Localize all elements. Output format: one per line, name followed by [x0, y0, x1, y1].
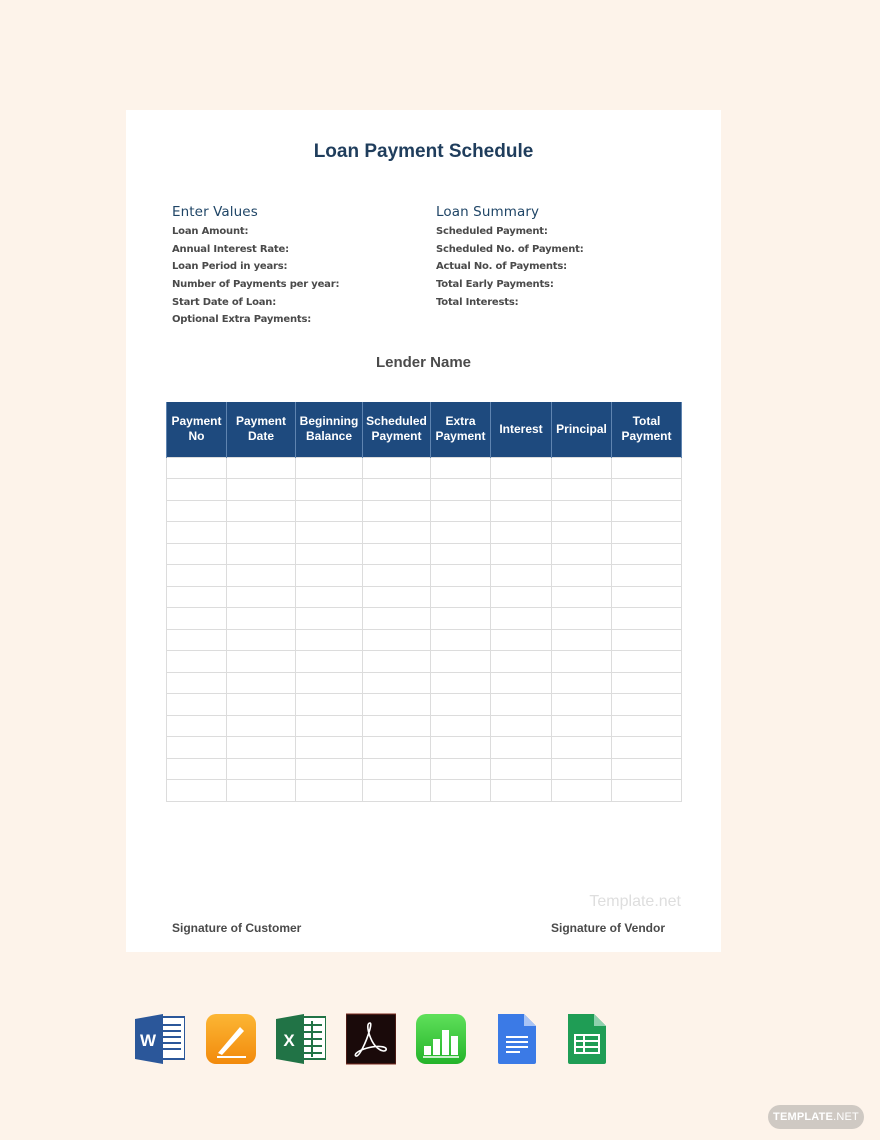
table-cell[interactable]	[491, 457, 552, 479]
table-row	[167, 672, 682, 694]
column-header-text: Payment	[621, 429, 672, 444]
badge-bold-text: TEMPLATE	[773, 1111, 834, 1123]
table-cell[interactable]	[552, 479, 612, 501]
table-cell[interactable]	[296, 780, 363, 802]
table-cell[interactable]	[612, 694, 682, 716]
table-cell[interactable]	[431, 457, 491, 479]
field-loan-period: Loan Period in years:	[172, 261, 288, 273]
column-header-text: Date	[247, 429, 274, 444]
table-cell[interactable]	[363, 715, 431, 737]
word-icon[interactable]	[135, 1013, 185, 1065]
lender-name: Lender Name	[375, 354, 472, 371]
table-cell[interactable]	[491, 629, 552, 651]
table-row	[167, 758, 682, 780]
svg-text:X: X	[283, 1031, 295, 1050]
format-icons-bar	[0, 1013, 880, 1065]
loan-summary-heading: Loan Summary	[436, 204, 540, 220]
table-cell[interactable]	[491, 500, 552, 522]
table-cell[interactable]	[227, 737, 296, 759]
field-start-date: Start Date of Loan:	[172, 296, 277, 308]
table-header-row	[167, 402, 682, 457]
table-cell[interactable]	[552, 651, 612, 673]
table-cell[interactable]	[167, 479, 227, 501]
table-cell[interactable]	[363, 522, 431, 544]
column-header-text: Scheduled	[366, 414, 427, 429]
table-row	[167, 522, 682, 544]
table-cell[interactable]	[431, 565, 491, 587]
table-cell[interactable]	[296, 651, 363, 673]
table-cell[interactable]	[612, 500, 682, 522]
table-cell[interactable]	[296, 457, 363, 479]
column-header	[167, 402, 227, 457]
table-body	[167, 457, 682, 801]
table-row	[167, 715, 682, 737]
field-total-early-payments: Total Early Payments:	[436, 279, 554, 291]
table-cell[interactable]	[167, 694, 227, 716]
table-cell[interactable]	[431, 651, 491, 673]
table-cell[interactable]	[491, 586, 552, 608]
table-cell[interactable]	[491, 543, 552, 565]
column-header-text: Total	[632, 414, 661, 429]
column-header	[552, 402, 612, 457]
table-row	[167, 608, 682, 630]
table-cell[interactable]	[296, 629, 363, 651]
table-cell[interactable]	[227, 715, 296, 737]
table-cell[interactable]	[227, 758, 296, 780]
table-cell[interactable]	[431, 522, 491, 544]
table-cell[interactable]	[491, 715, 552, 737]
column-header-text: Payment	[435, 429, 486, 444]
table-cell[interactable]	[227, 479, 296, 501]
table-cell[interactable]	[552, 758, 612, 780]
enter-values-heading: Enter Values	[172, 204, 258, 220]
table-row	[167, 651, 682, 673]
field-total-interests: Total Interests:	[436, 296, 519, 308]
table-cell[interactable]	[363, 780, 431, 802]
table-row	[167, 629, 682, 651]
svg-text:W: W	[139, 1031, 157, 1050]
table-cell[interactable]	[612, 758, 682, 780]
table-cell[interactable]	[296, 694, 363, 716]
field-loan-amount: Loan Amount:	[172, 226, 249, 237]
table-cell[interactable]	[612, 479, 682, 501]
table-cell[interactable]	[227, 694, 296, 716]
table-cell[interactable]	[431, 672, 491, 694]
table-cell[interactable]	[431, 608, 491, 630]
table-cell[interactable]	[612, 586, 682, 608]
field-scheduled-payment: Scheduled Payment:	[436, 226, 548, 237]
table-cell[interactable]	[296, 565, 363, 587]
table-cell[interactable]	[552, 565, 612, 587]
table-cell[interactable]	[227, 500, 296, 522]
table-cell[interactable]	[227, 651, 296, 673]
table-cell[interactable]	[431, 715, 491, 737]
table-cell[interactable]	[612, 565, 682, 587]
table-row	[167, 586, 682, 608]
table-cell[interactable]	[363, 479, 431, 501]
table-cell[interactable]	[431, 500, 491, 522]
enter-values-section	[172, 204, 339, 329]
column-header-text: Beginning	[299, 414, 359, 429]
table-cell[interactable]	[167, 758, 227, 780]
table-cell[interactable]	[167, 608, 227, 630]
column-header-text: Payment	[235, 414, 287, 429]
table-cell[interactable]	[431, 479, 491, 501]
table-cell[interactable]	[167, 586, 227, 608]
column-header-text: Payment	[371, 429, 422, 444]
table-cell[interactable]	[491, 522, 552, 544]
table-cell[interactable]	[296, 479, 363, 501]
field-payments-per-year: Number of Payments per year:	[172, 279, 340, 291]
column-header	[491, 402, 552, 457]
table-cell[interactable]	[552, 694, 612, 716]
table-cell[interactable]	[612, 457, 682, 479]
column-header-text: Payment	[171, 414, 222, 429]
table-cell[interactable]	[167, 737, 227, 759]
loan-summary-section	[436, 204, 584, 311]
table-cell[interactable]	[552, 672, 612, 694]
column-header-text: Principal	[556, 421, 607, 436]
table-cell[interactable]	[296, 715, 363, 737]
field-actual-no-payments: Actual No. of Payments:	[436, 261, 567, 273]
table-cell[interactable]	[431, 586, 491, 608]
table-cell[interactable]	[363, 543, 431, 565]
pdf-icon[interactable]	[346, 1013, 396, 1065]
payment-schedule-table	[166, 402, 682, 802]
table-cell[interactable]	[363, 457, 431, 479]
table-row	[167, 500, 682, 522]
document-page	[126, 110, 721, 952]
table-cell[interactable]	[431, 737, 491, 759]
table-cell[interactable]	[363, 500, 431, 522]
table-cell[interactable]	[612, 522, 682, 544]
table-cell[interactable]	[552, 629, 612, 651]
table-cell[interactable]	[552, 586, 612, 608]
table-cell[interactable]	[227, 629, 296, 651]
table-cell[interactable]	[612, 651, 682, 673]
table-cell[interactable]	[552, 543, 612, 565]
column-header	[431, 402, 491, 457]
table-row	[167, 737, 682, 759]
table-row	[167, 543, 682, 565]
column-header-text: Interest	[499, 421, 543, 436]
table-cell[interactable]	[552, 522, 612, 544]
table-cell[interactable]	[363, 565, 431, 587]
table-cell[interactable]	[431, 629, 491, 651]
table-cell[interactable]	[167, 543, 227, 565]
table-cell[interactable]	[227, 608, 296, 630]
excel-icon[interactable]	[276, 1013, 326, 1065]
table-cell[interactable]	[491, 651, 552, 673]
column-header-text: Extra	[445, 414, 476, 429]
table-cell[interactable]	[167, 715, 227, 737]
table-cell[interactable]	[167, 672, 227, 694]
table-cell[interactable]	[431, 780, 491, 802]
column-header	[363, 402, 431, 457]
table-cell[interactable]	[296, 522, 363, 544]
signature-vendor: Signature of Vendor	[550, 921, 665, 935]
watermark: Template.net	[589, 893, 681, 910]
column-header-text: Balance	[305, 429, 353, 444]
table-cell[interactable]	[491, 737, 552, 759]
table-cell[interactable]	[491, 608, 552, 630]
field-scheduled-no-payment: Scheduled No. of Payment:	[436, 243, 584, 255]
table-cell[interactable]	[167, 629, 227, 651]
table-cell[interactable]	[167, 565, 227, 587]
table-cell[interactable]	[491, 479, 552, 501]
field-extra-payments: Optional Extra Payments:	[172, 314, 312, 326]
table-cell[interactable]	[167, 780, 227, 802]
badge-light-text: .NET	[833, 1111, 859, 1123]
template-net-badge[interactable]	[768, 1105, 864, 1129]
table-row	[167, 780, 682, 802]
table-cell[interactable]	[296, 500, 363, 522]
table-cell[interactable]	[491, 672, 552, 694]
table-cell[interactable]	[431, 543, 491, 565]
document-title: Loan Payment Schedule	[313, 141, 534, 162]
table-cell[interactable]	[612, 672, 682, 694]
table-cell[interactable]	[612, 608, 682, 630]
table-cell[interactable]	[363, 629, 431, 651]
pages-icon[interactable]	[206, 1013, 256, 1065]
google-sheets-icon[interactable]	[566, 1013, 616, 1065]
table-cell[interactable]	[552, 500, 612, 522]
table-cell[interactable]	[363, 651, 431, 673]
table-cell[interactable]	[167, 457, 227, 479]
table-cell[interactable]	[227, 457, 296, 479]
table-cell[interactable]	[227, 543, 296, 565]
column-header	[612, 402, 682, 457]
table-cell[interactable]	[363, 758, 431, 780]
table-cell[interactable]	[612, 629, 682, 651]
table-cell[interactable]	[552, 780, 612, 802]
table-cell[interactable]	[296, 586, 363, 608]
table-cell[interactable]	[363, 672, 431, 694]
column-header	[296, 402, 363, 457]
table-cell[interactable]	[612, 543, 682, 565]
table-cell[interactable]	[167, 500, 227, 522]
table-cell[interactable]	[552, 737, 612, 759]
table-cell[interactable]	[363, 586, 431, 608]
table-row	[167, 694, 682, 716]
table-cell[interactable]	[491, 694, 552, 716]
table-cell[interactable]	[612, 737, 682, 759]
column-header-text: No	[188, 429, 205, 444]
table-cell[interactable]	[227, 672, 296, 694]
table-row	[167, 479, 682, 501]
table-cell[interactable]	[167, 522, 227, 544]
table-cell[interactable]	[296, 758, 363, 780]
table-cell[interactable]	[296, 672, 363, 694]
table-cell[interactable]	[363, 737, 431, 759]
table-cell[interactable]	[491, 758, 552, 780]
table-cell[interactable]	[227, 780, 296, 802]
table-cell[interactable]	[227, 586, 296, 608]
table-cell[interactable]	[491, 565, 552, 587]
table-cell[interactable]	[431, 758, 491, 780]
field-annual-interest-rate: Annual Interest Rate:	[172, 243, 289, 255]
signature-customer: Signature of Customer	[172, 921, 302, 935]
table-cell[interactable]	[363, 694, 431, 716]
table-cell[interactable]	[227, 565, 296, 587]
table-cell[interactable]	[612, 715, 682, 737]
table-cell[interactable]	[296, 543, 363, 565]
numbers-icon[interactable]	[416, 1013, 466, 1065]
table-cell[interactable]	[491, 780, 552, 802]
column-header	[227, 402, 296, 457]
table-cell[interactable]	[612, 780, 682, 802]
table-cell[interactable]	[431, 694, 491, 716]
table-cell[interactable]	[296, 737, 363, 759]
table-cell[interactable]	[227, 522, 296, 544]
google-docs-icon[interactable]	[496, 1013, 546, 1065]
table-cell[interactable]	[167, 651, 227, 673]
table-cell[interactable]	[363, 608, 431, 630]
table-cell[interactable]	[552, 608, 612, 630]
table-row	[167, 565, 682, 587]
table-cell[interactable]	[296, 608, 363, 630]
table-cell[interactable]	[552, 457, 612, 479]
table-cell[interactable]	[552, 715, 612, 737]
table-row	[167, 457, 682, 479]
